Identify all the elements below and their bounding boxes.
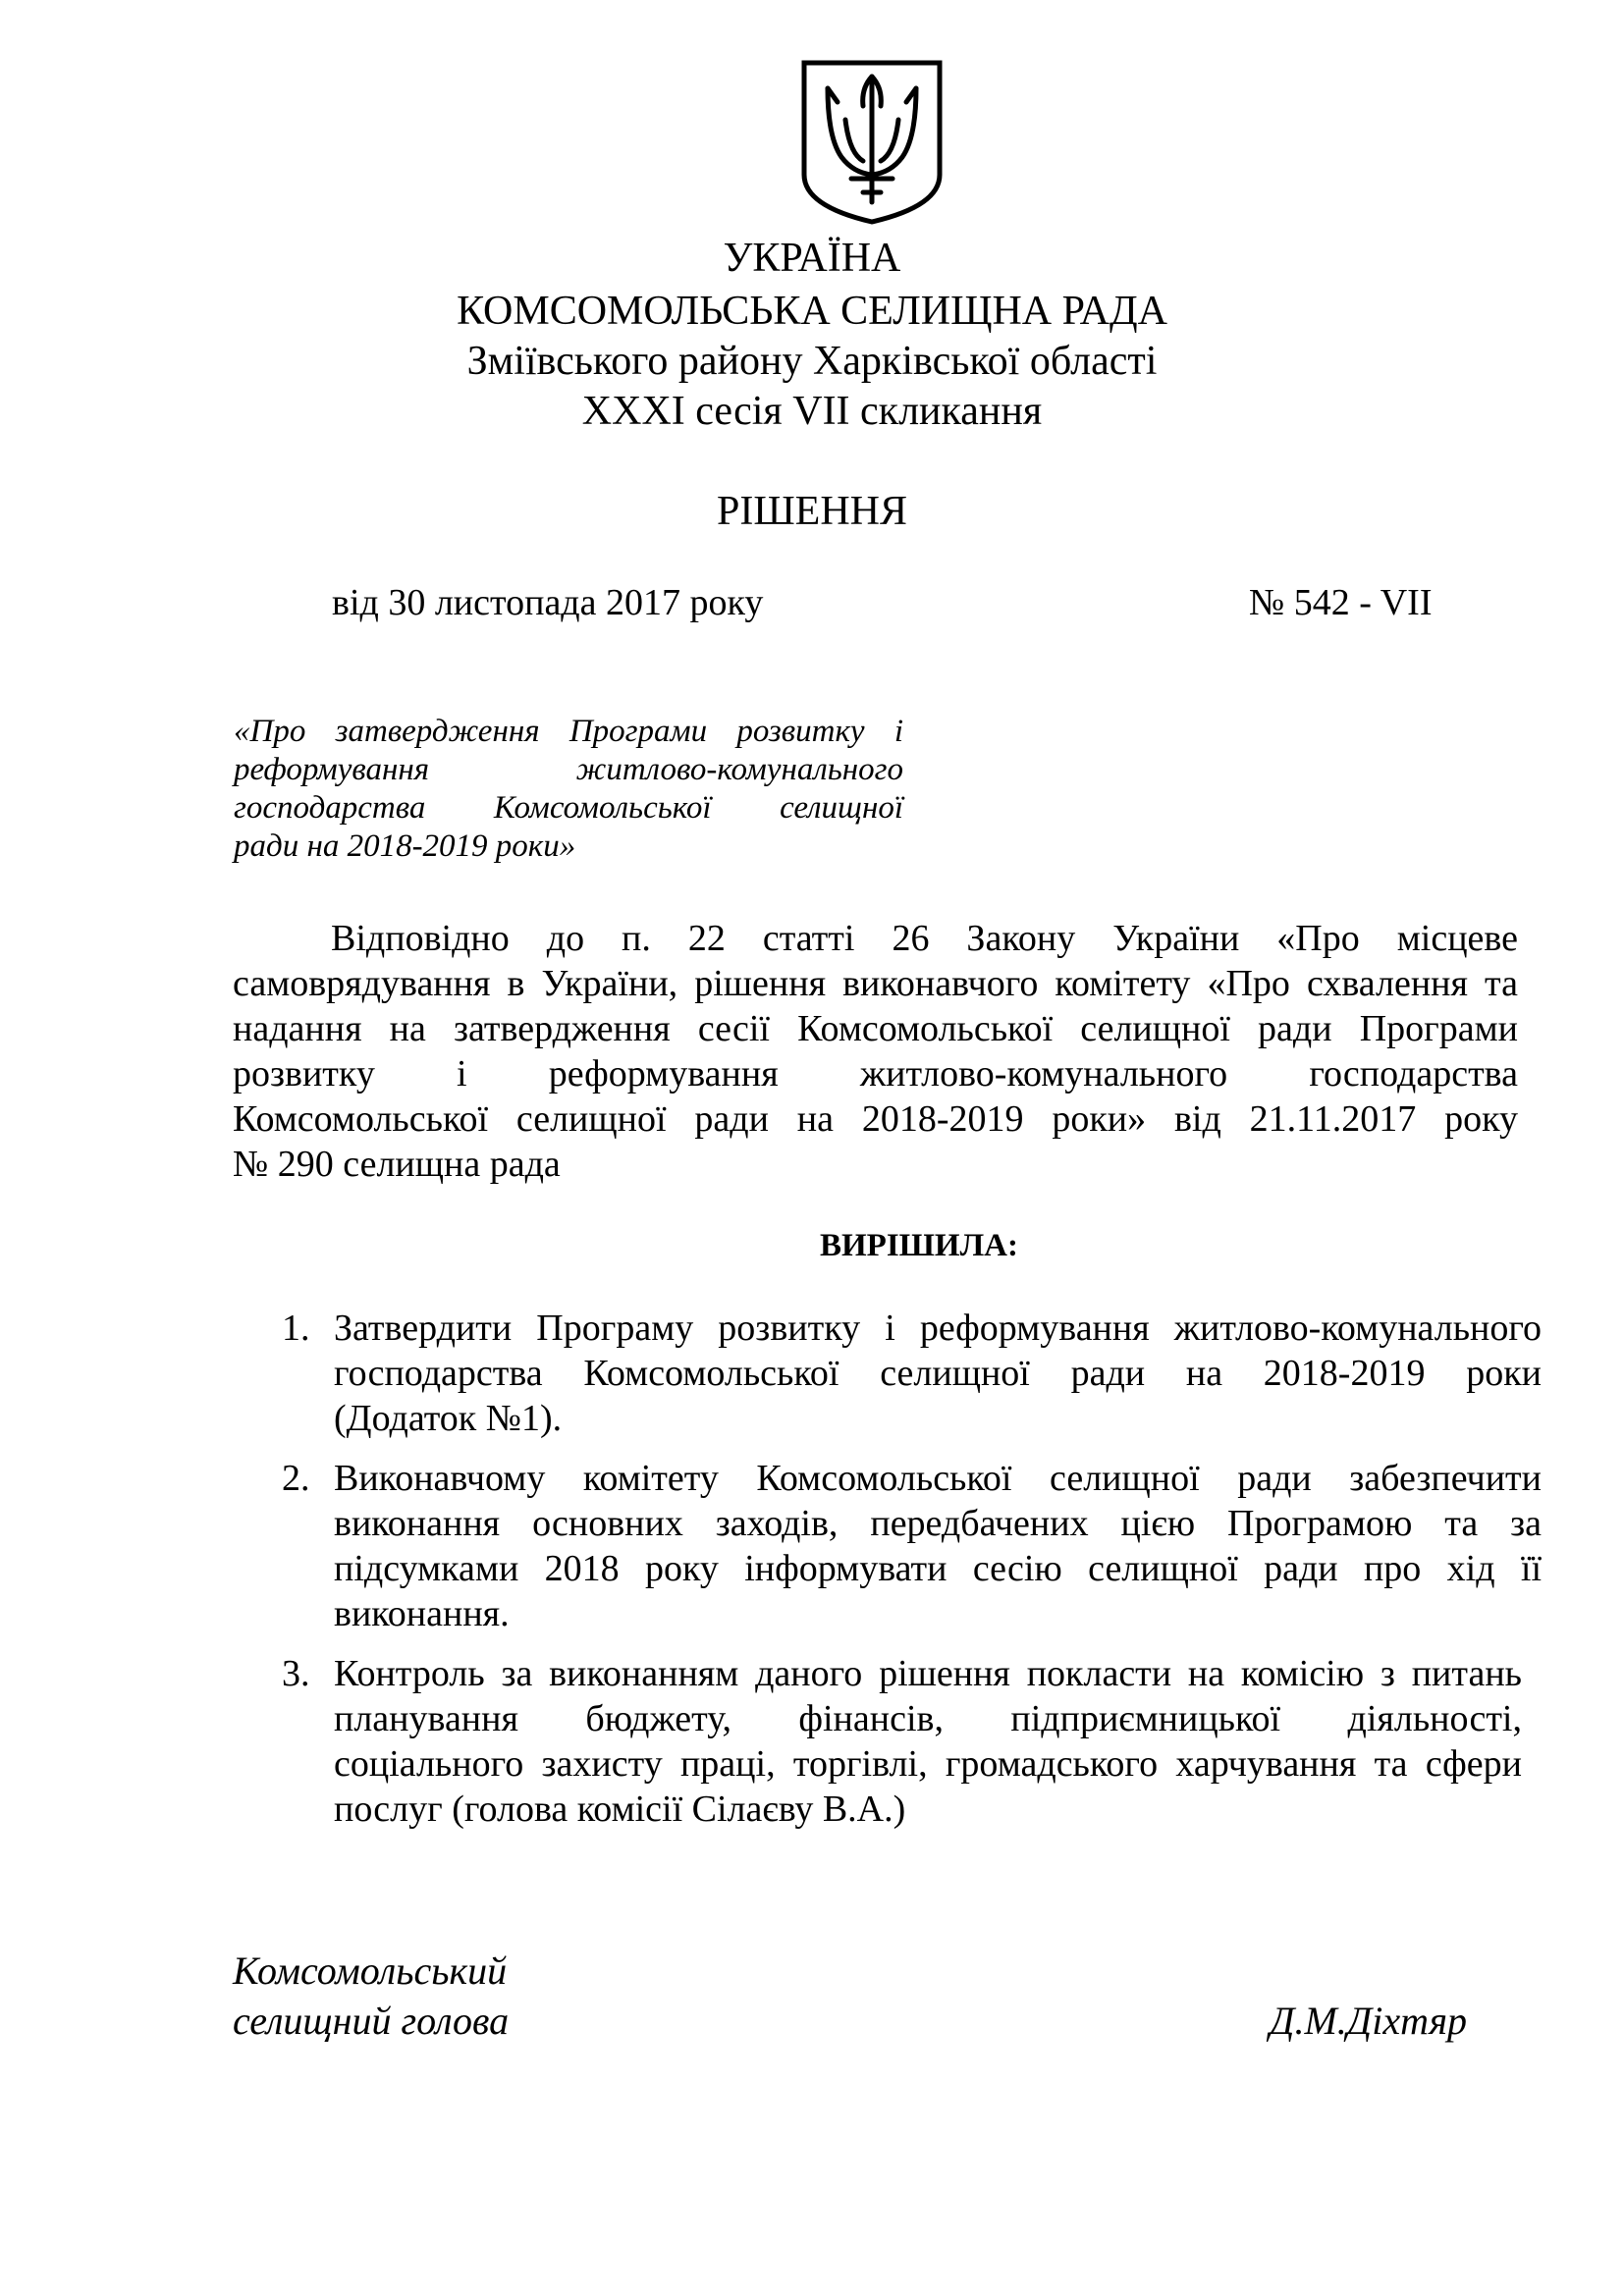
- decision-item: [334, 1651, 1522, 1832]
- item-line: (Додаток №1).: [334, 1398, 563, 1439]
- decision-number: № 542 - VII: [1249, 582, 1433, 623]
- decision-date: від 30 листопада 2017 року: [332, 582, 764, 623]
- country-name: УКРАЇНА: [723, 236, 901, 281]
- preamble-line: самоврядування в України, рішення виконавчого комітету «Про схвалення та: [233, 963, 1518, 1004]
- subject-line: реформування житлово-комунального: [234, 752, 903, 787]
- item-line: соціального захисту праці, торгівлі, громадського харчування та сфери: [334, 1743, 1522, 1785]
- signatory-title: Комсомольський: [233, 1949, 508, 1993]
- subject-line: господарства Комсомольської селищної: [234, 790, 903, 826]
- item-number: 3.: [282, 1653, 310, 1694]
- item-line: виконання основних заходів, передбачених цією Програмою та за: [334, 1503, 1542, 1544]
- item-line: послуг (голова комісії Сілаєву В.А.): [334, 1789, 906, 1830]
- item-number: 2.: [282, 1458, 310, 1499]
- item-line: підсумками 2018 року інформувати сесію селищної ради про хід її: [334, 1548, 1542, 1589]
- decision-item: [334, 1306, 1542, 1441]
- preamble-line: розвитку і реформування житлово-комунального господарства: [233, 1053, 1518, 1095]
- decision-subject: [234, 713, 903, 866]
- document-type: РІШЕННЯ: [716, 489, 908, 534]
- signatory-title: селищний голова: [233, 1999, 510, 2043]
- item-line: Контроль за виконанням даного рішення покласти на комісію з питань: [334, 1653, 1522, 1694]
- council-name: КОМСОМОЛЬСЬКА СЕЛИЩНА РАДА: [457, 289, 1167, 334]
- subject-line: «Про затвердження Програми розвитку і: [234, 714, 903, 749]
- preamble-line: № 290 селищна рада: [233, 1144, 561, 1185]
- district-name: Зміївського району Харківської області: [466, 339, 1158, 384]
- item-line: господарства Комсомольської селищної ради на 2018-2019 роки: [334, 1353, 1542, 1394]
- session-line: XXXI сесія VII скликання: [581, 389, 1043, 434]
- preamble-line: Відповідно до п. 22 статті 26 Закону України «Про місцеве: [331, 918, 1518, 959]
- decision-item: [334, 1456, 1542, 1636]
- item-line: виконання.: [334, 1593, 510, 1634]
- item-line: Виконавчому комітету Комсомольської селищної ради забезпечити: [334, 1458, 1542, 1499]
- preamble-line: Комсомольської селищної ради на 2018-2019 роки» від 21.11.2017 року: [233, 1098, 1518, 1140]
- subject-line: ради на 2018-2019 роки»: [234, 828, 576, 864]
- item-number: 1.: [282, 1308, 310, 1349]
- trident-coat-of-arms-icon: [798, 59, 946, 226]
- item-line: Затвердити Програму розвитку і реформування житлово-комунального: [334, 1308, 1542, 1349]
- decided-heading: ВИРІШИЛА:: [820, 1228, 1018, 1263]
- item-line: планування бюджету, фінансів, підприємницької діяльності,: [334, 1698, 1522, 1739]
- preamble-line: надання на затвердження сесії Комсомольської селищної ради Програми: [233, 1008, 1518, 1049]
- signatory-name: Д.М.Діхтяр: [1270, 1999, 1468, 2043]
